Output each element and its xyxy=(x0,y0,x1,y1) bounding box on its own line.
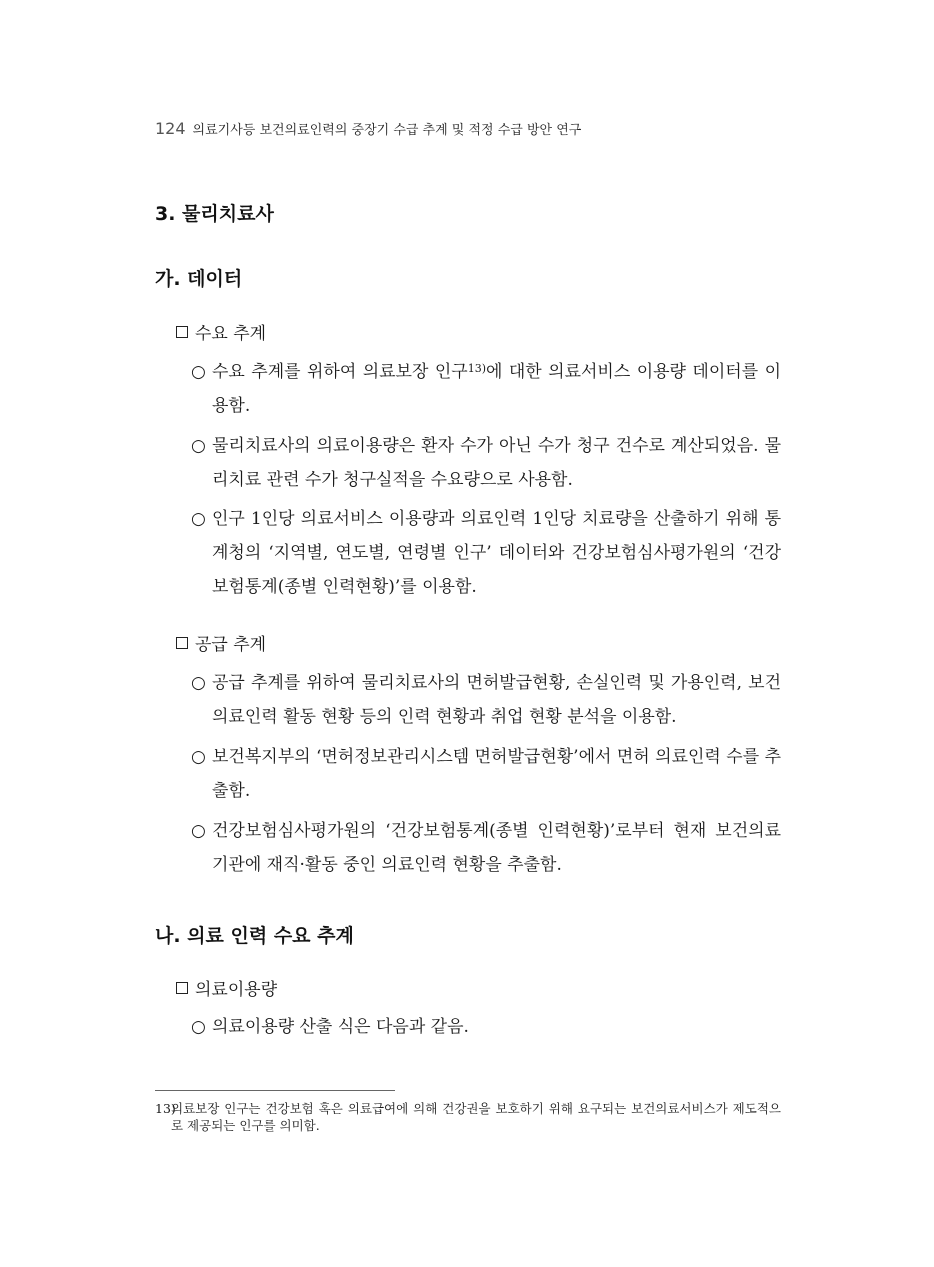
circle-bullet-icon: ○ xyxy=(191,673,206,693)
running-title: 의료기사등 보건의료인력의 중장기 수급 추계 및 적정 수급 방안 연구 xyxy=(192,123,582,138)
list-item xyxy=(191,740,781,808)
list-item-text: 보건복지부의 ‘면허정보관리시스템 면허발급현황’에서 면허 의료인력 수를 추출함. xyxy=(212,747,781,801)
part-b-title: 나. 의료 인력 수요 추계 xyxy=(155,925,354,947)
part-a-title: 가. 데이터 xyxy=(155,268,243,290)
usage-heading-label: 의료이용량 xyxy=(195,980,278,1000)
usage-heading xyxy=(176,975,277,1000)
list-item xyxy=(191,429,781,497)
footnote-text: 의료보장 인구는 건강보험 혹은 의료급여에 의해 건강권을 보호하기 위해 요구되는 보건의료서비스가 제도적으로 제공되는 인구를 의미함. xyxy=(171,1101,781,1133)
section-title: 3. 물리치료사 xyxy=(155,203,274,225)
demand-heading-label: 수요 추계 xyxy=(195,324,267,344)
page-number: 124 xyxy=(155,119,186,138)
list-item xyxy=(191,666,781,734)
list-item xyxy=(191,355,781,423)
circle-bullet-icon: ○ xyxy=(191,821,206,841)
circle-bullet-icon: ○ xyxy=(191,362,206,382)
list-item-text: 물리치료사의 의료이용량은 환자 수가 아닌 수가 청구 건수로 계산되었음. 물리치료 관련 수가 청구실적을 수요량으로 사용함. xyxy=(212,436,781,490)
list-item xyxy=(191,1010,781,1044)
circle-bullet-icon: ○ xyxy=(191,509,206,529)
square-bullet-icon xyxy=(176,326,188,338)
footnote xyxy=(155,1100,781,1134)
circle-bullet-icon: ○ xyxy=(191,1017,206,1037)
list-item-text: 의료이용량 산출 식은 다음과 같음. xyxy=(212,1017,469,1037)
supply-heading-label: 공급 추계 xyxy=(195,635,267,655)
supply-heading xyxy=(176,630,266,655)
list-item-text: 인구 1인당 의료서비스 이용량과 의료인력 1인당 치료량을 산출하기 위해 통계청의 ‘지역별, 연도별, 연령별 인구’ 데이터와 건강보험심사평가원의 ‘건강보험통계(종별 인력현황)’를 이용함. xyxy=(212,509,781,597)
circle-bullet-icon: ○ xyxy=(191,436,206,456)
list-item-text: 공급 추계를 위하여 물리치료사의 면허발급현황, 손실인력 및 가용인력, 보건의료인력 활동 현황 등의 인력 현황과 취업 현황 분석을 이용함. xyxy=(212,673,781,727)
list-item-text: 건강보험심사평가원의 ‘건강보험통계(종별 인력현황)’로부터 현재 보건의료기관에 재직·활동 중인 의료인력 현황을 추출함. xyxy=(212,821,781,875)
list-item-text: 수요 추계를 위하여 의료보장 인구$^{13)}$에 대한 의료서비스 이용량 데이터를 이용함. xyxy=(212,362,781,416)
square-bullet-icon xyxy=(176,982,188,994)
list-item xyxy=(191,502,781,604)
list-item xyxy=(191,814,781,882)
demand-heading xyxy=(176,319,266,344)
running-header xyxy=(155,119,581,138)
footnote-ref: 13) xyxy=(467,362,486,375)
square-bullet-icon xyxy=(176,637,188,649)
footnote-number: 13) xyxy=(155,1101,176,1116)
footnote-divider xyxy=(155,1090,395,1091)
circle-bullet-icon: ○ xyxy=(191,747,206,767)
